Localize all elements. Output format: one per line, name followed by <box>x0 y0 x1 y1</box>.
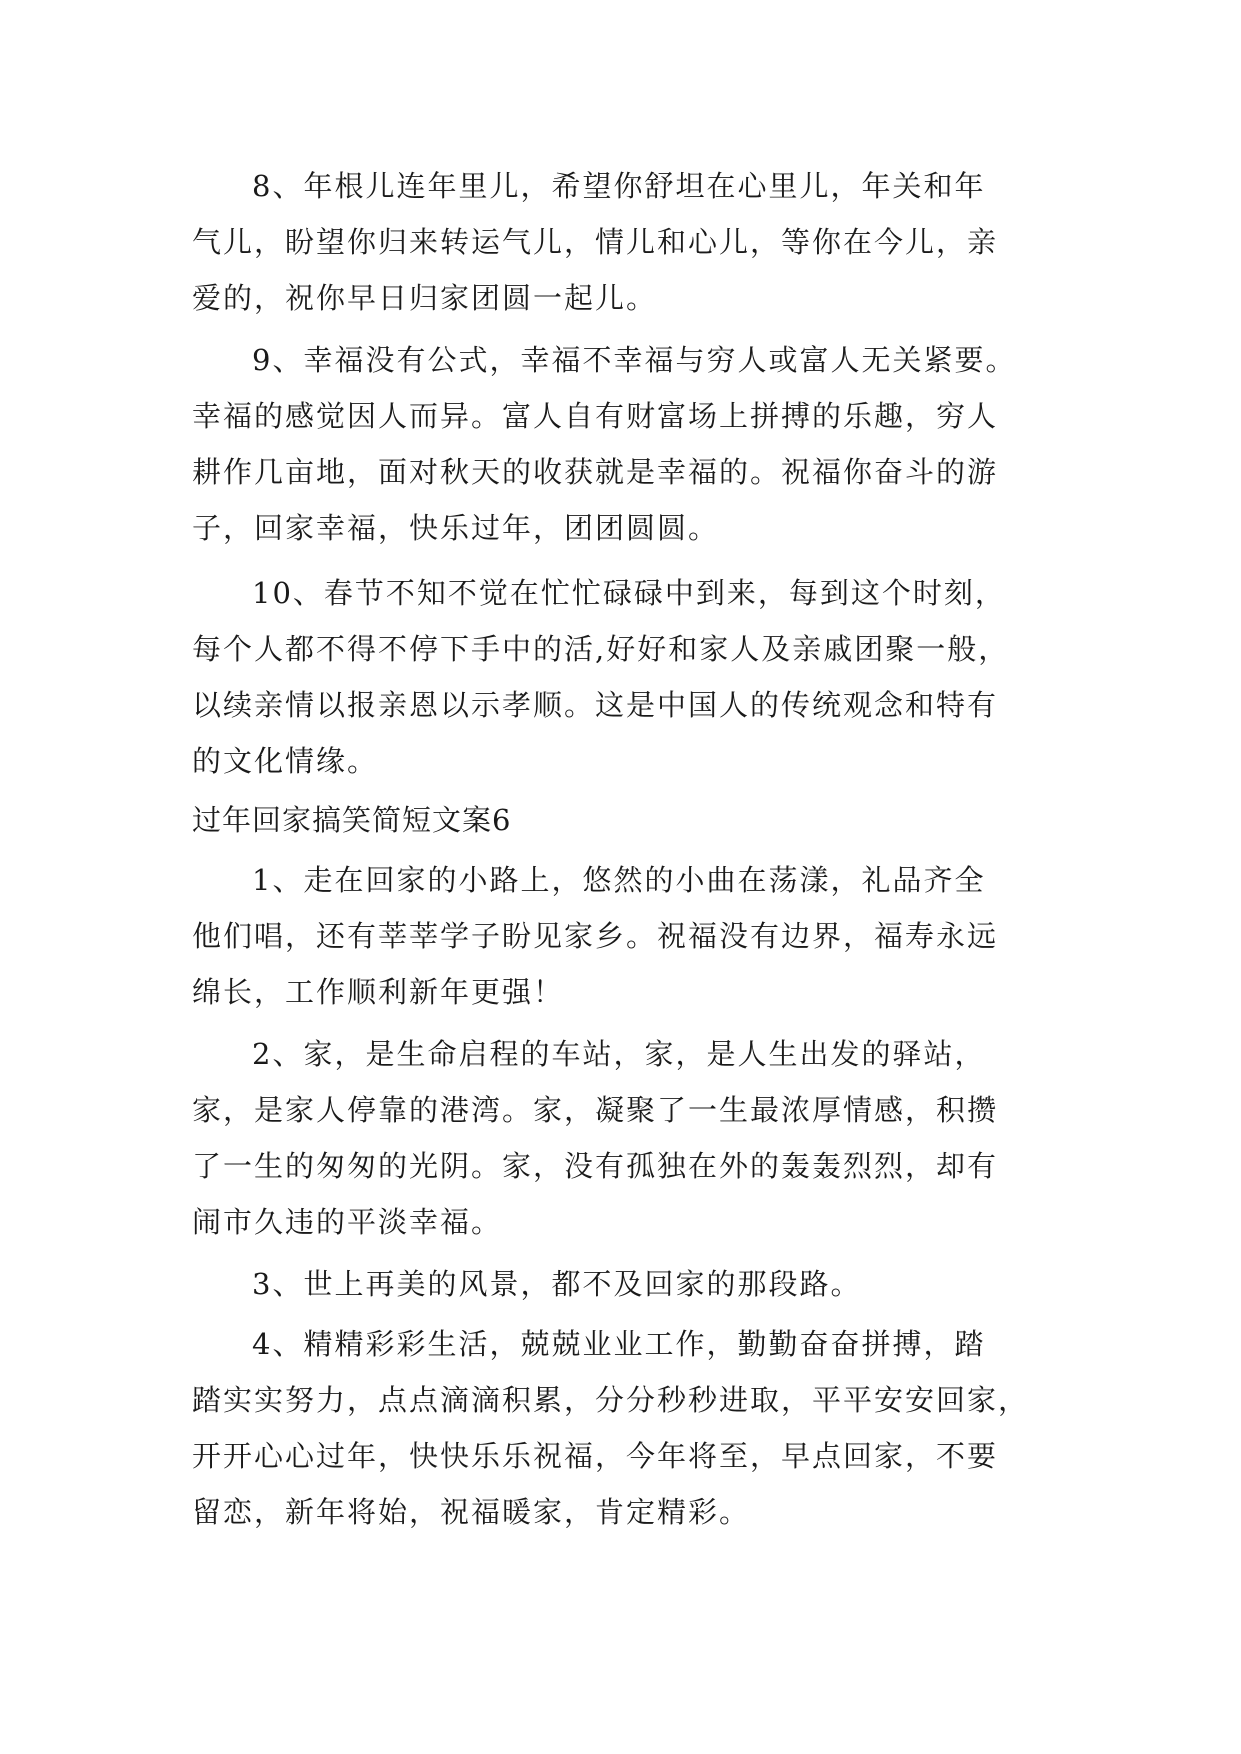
text-line: 开开心心过年，快快乐乐祝福，今年将至，早点回家，不要 <box>192 1439 999 1473</box>
text-line: 3、世上再美的风景，都不及回家的那段路。 <box>252 1267 862 1301</box>
text-line: 留恋，新年将始，祝福暖家，肯定精彩。 <box>192 1495 751 1529</box>
text-line: 以续亲情以报亲恩以示孝顺。这是中国人的传统观念和特有 <box>192 688 999 722</box>
text-line: 家，是家人停靠的港湾。家，凝聚了一生最浓厚情感，积攒 <box>192 1093 999 1127</box>
text-line: 的文化情缘。 <box>192 744 379 778</box>
text-line: 8、年根儿连年里儿，希望你舒坦在心里儿，年关和年 <box>252 169 986 203</box>
text-line: 子，回家幸福，快乐过年，团团圆圆。 <box>192 511 720 545</box>
text-line: 了一生的匆匆的光阴。家，没有孤独在外的轰轰烈烈，却有 <box>192 1149 999 1183</box>
text-line: 2、家，是生命启程的车站，家，是人生出发的驿站， <box>252 1037 986 1071</box>
text-line: 爱的，祝你早日归家团圆一起儿。 <box>192 281 658 315</box>
text-line: 幸福的感觉因人而异。富人自有财富场上拼搏的乐趣，穷人 <box>192 399 999 433</box>
section-heading: 过年回家搞笑简短文案6 <box>192 803 512 837</box>
text-line: 每个人都不得不停下手中的活,好好和家人及亲戚团聚一般， <box>192 632 1010 666</box>
text-line: 9、幸福没有公式，幸福不幸福与穷人或富人无关紧要。 <box>252 343 1017 377</box>
text-line: 踏实实努力，点点滴滴积累，分分秒秒进取，平平安安回家， <box>192 1383 1030 1417</box>
text-line: 他们唱，还有莘莘学子盼见家乡。祝福没有边界，福寿永远 <box>192 919 999 953</box>
text-line: 1、走在回家的小路上，悠然的小曲在荡漾，礼品齐全 <box>252 863 986 897</box>
text-line: 闹市久违的平淡幸福。 <box>192 1205 503 1239</box>
text-line: 绵长，工作顺利新年更强！ <box>192 975 565 1009</box>
text-line: 4、精精彩彩生活，兢兢业业工作，勤勤奋奋拼搏，踏 <box>252 1327 986 1361</box>
text-line: 气儿，盼望你归来转运气儿，情儿和心儿，等你在今儿，亲 <box>192 225 999 259</box>
text-line: 10、春节不知不觉在忙忙碌碌中到来，每到这个时刻， <box>252 576 1006 610</box>
text-line: 耕作几亩地，面对秋天的收获就是幸福的。祝福你奋斗的游 <box>192 455 999 489</box>
